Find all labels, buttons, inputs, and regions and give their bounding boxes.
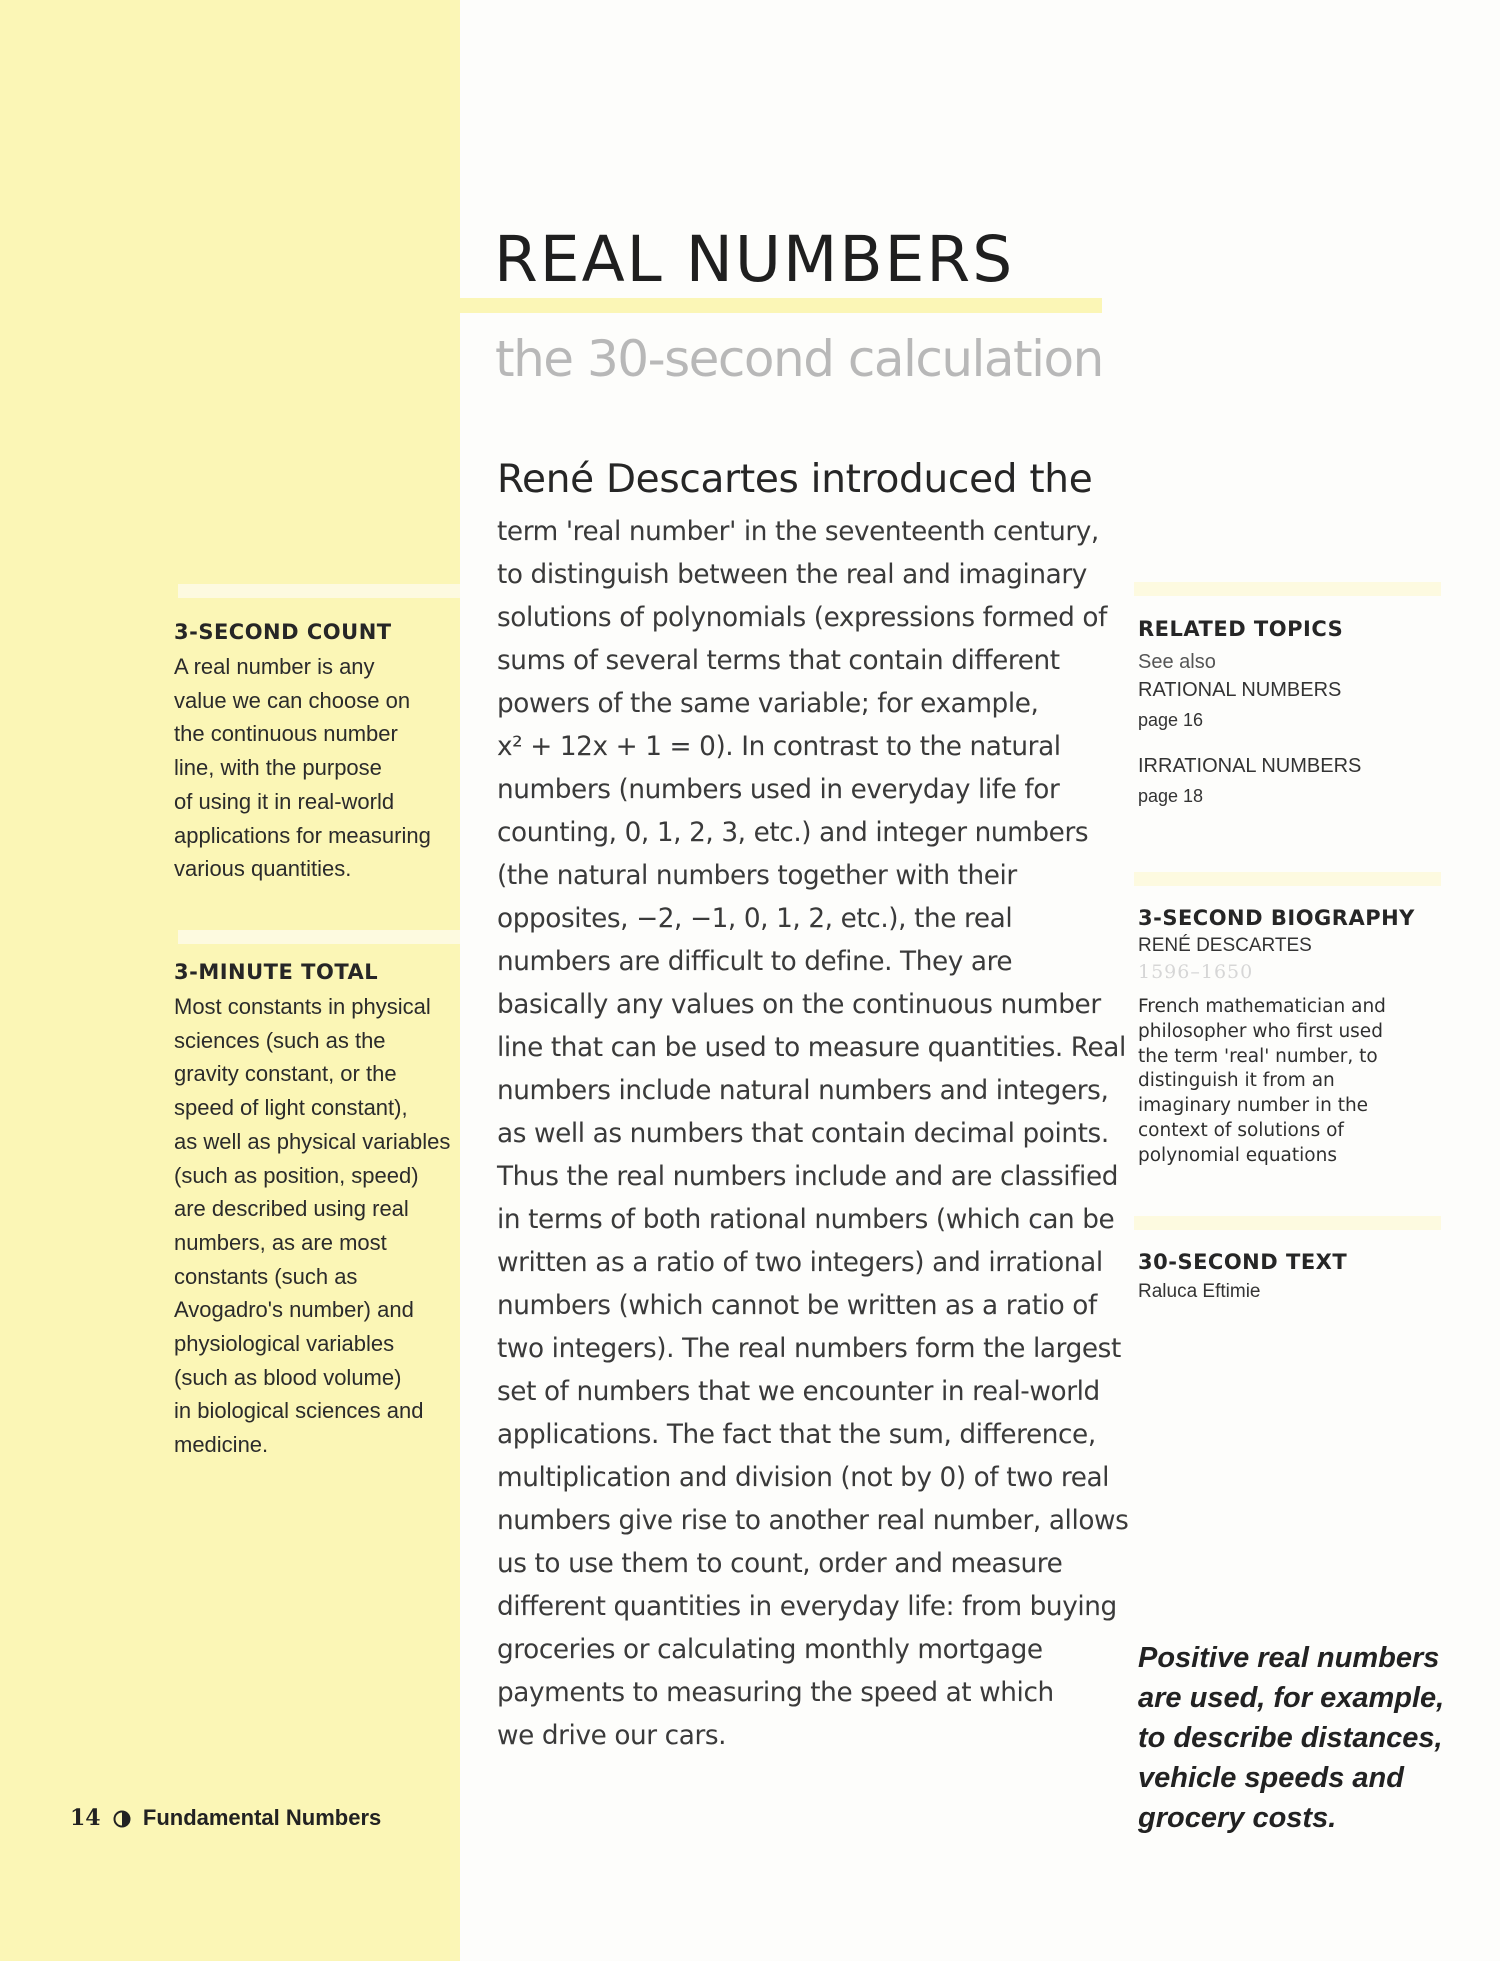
body-line: Thus the real numbers include and are classified bbox=[497, 1162, 1119, 1192]
body-line: as well as numbers that contain decimal points. bbox=[497, 1119, 1109, 1149]
total-line: numbers, as are most bbox=[174, 1229, 387, 1255]
page-title: REAL NUMBERS bbox=[494, 223, 1015, 296]
body-line: opposites, −2, −1, 0, 1, 2, etc.), the real bbox=[497, 904, 1013, 934]
body-line: numbers give rise to another real number, allows bbox=[497, 1506, 1129, 1536]
caption-line: to describe distances, bbox=[1138, 1722, 1443, 1754]
section-name: Fundamental Numbers bbox=[142, 1805, 382, 1830]
total-line: speed of light constant), bbox=[174, 1095, 408, 1121]
bio-line: polynomial equations bbox=[1138, 1144, 1337, 1166]
three-minute-total-label: 3-MINUTE TOTAL bbox=[174, 960, 379, 984]
biography-label: 3-SECOND BIOGRAPHY bbox=[1138, 906, 1415, 930]
page-footer bbox=[70, 1805, 381, 1834]
count-line: of using it in real-world bbox=[174, 788, 395, 814]
bio-line: the term 'real' number, to bbox=[1138, 1045, 1378, 1067]
bio-line: context of solutions of bbox=[1138, 1119, 1344, 1141]
total-divider bbox=[178, 930, 460, 944]
body-line: numbers (which cannot be written as a ratio of bbox=[497, 1291, 1097, 1321]
total-line: constants (such as bbox=[174, 1263, 358, 1289]
total-line: physiological variables bbox=[174, 1331, 395, 1357]
total-line: in biological sciences and bbox=[174, 1398, 424, 1424]
body-line: counting, 0, 1, 2, 3, etc.) and integer numbers bbox=[497, 818, 1089, 848]
bio-line: philosopher who first used bbox=[1138, 1020, 1383, 1042]
body-line: numbers are difficult to define. They are bbox=[497, 947, 1013, 977]
page-subtitle: the 30-second calculation bbox=[495, 330, 1103, 388]
total-line: as well as physical variables bbox=[174, 1128, 451, 1154]
page-number: 14 bbox=[70, 1805, 101, 1831]
body-line: us to use them to count, order and measure bbox=[497, 1549, 1063, 1579]
biography-description bbox=[1138, 995, 1398, 1169]
body-line: numbers include natural numbers and integers, bbox=[497, 1076, 1109, 1106]
related-topics-label: RELATED TOPICS bbox=[1138, 617, 1344, 641]
body-line: set of numbers that we encounter in real-world bbox=[497, 1377, 1100, 1407]
count-line: the continuous number bbox=[174, 721, 398, 747]
thirty-second-text-label: 30-SECOND TEXT bbox=[1138, 1250, 1348, 1274]
bio-line: imaginary number in the bbox=[1138, 1095, 1369, 1117]
three-second-count-label: 3-SECOND COUNT bbox=[174, 620, 392, 644]
total-line: are described using real bbox=[174, 1196, 409, 1222]
body-line: term 'real number' in the seventeenth century, bbox=[497, 517, 1099, 547]
half-circle-icon bbox=[113, 1808, 131, 1834]
biography-divider bbox=[1134, 872, 1441, 886]
bio-line: distinguish it from an bbox=[1138, 1070, 1335, 1092]
three-minute-total-text bbox=[174, 990, 450, 1462]
author-name: Raluca Eftimie bbox=[1138, 1281, 1261, 1302]
body-line: to distinguish between the real and imaginary bbox=[497, 560, 1087, 590]
body-line: two integers). The real numbers form the largest bbox=[497, 1334, 1121, 1364]
body-line: line that can be used to measure quantities. Real bbox=[497, 1033, 1126, 1063]
total-line: gravity constant, or the bbox=[174, 1061, 397, 1087]
bio-line: French mathematician and bbox=[1138, 996, 1386, 1017]
body-line: solutions of polynomials (expressions formed of bbox=[497, 603, 1107, 633]
biography-dates: 1596–1650 bbox=[1138, 961, 1254, 983]
related-topic-irrational: IRRATIONAL NUMBERS bbox=[1138, 755, 1362, 777]
count-line: A real number is any bbox=[174, 654, 375, 679]
total-line: Most constants in physical bbox=[174, 994, 431, 1019]
total-line: Avogadro's number) and bbox=[174, 1297, 414, 1323]
body-line: in terms of both rational numbers (which can be bbox=[497, 1205, 1115, 1235]
related-topic-irrational-page: page 18 bbox=[1138, 786, 1204, 806]
count-line: line, with the purpose bbox=[174, 755, 382, 781]
related-divider bbox=[1134, 582, 1441, 596]
caption-line: are used, for example, bbox=[1138, 1682, 1445, 1714]
lead-sentence: René Descartes introduced the bbox=[497, 457, 1093, 502]
body-line: different quantities in everyday life: from buying bbox=[497, 1592, 1117, 1622]
body-line: we drive our cars. bbox=[497, 1721, 727, 1751]
total-line: (such as blood volume) bbox=[174, 1364, 402, 1390]
related-topics-list bbox=[1138, 648, 1361, 810]
body-line: multiplication and division (not by 0) of two real bbox=[497, 1463, 1110, 1493]
related-topic-rational-page: page 16 bbox=[1138, 710, 1204, 730]
body-line: sums of several terms that contain different bbox=[497, 646, 1060, 676]
related-topic-rational: RATIONAL NUMBERS bbox=[1138, 679, 1342, 701]
main-body-text bbox=[497, 511, 1129, 1758]
body-line: x² + 12x + 1 = 0). In contrast to the natural bbox=[497, 732, 1061, 762]
biography-name: RENÉ DESCARTES bbox=[1138, 935, 1312, 956]
body-line: basically any values on the continuous number bbox=[497, 990, 1101, 1020]
title-underline bbox=[460, 298, 1102, 313]
count-line: various quantities. bbox=[174, 856, 352, 882]
total-line: medicine. bbox=[174, 1432, 269, 1458]
image-caption bbox=[1138, 1638, 1444, 1838]
see-also-text: See also bbox=[1138, 651, 1216, 673]
caption-line: Positive real numbers bbox=[1138, 1642, 1440, 1674]
caption-line: grocery costs. bbox=[1138, 1802, 1337, 1834]
body-line: (the natural numbers together with their bbox=[497, 861, 1017, 891]
total-line: sciences (such as the bbox=[174, 1027, 386, 1053]
total-line: (such as position, speed) bbox=[174, 1162, 419, 1188]
count-line: value we can choose on bbox=[174, 687, 411, 713]
body-line: payments to measuring the speed at which bbox=[497, 1678, 1054, 1708]
body-line: numbers (numbers used in everyday life for bbox=[497, 775, 1060, 805]
body-line: powers of the same variable; for example, bbox=[497, 689, 1039, 719]
text-divider bbox=[1134, 1216, 1441, 1230]
body-line: groceries or calculating monthly mortgage bbox=[497, 1635, 1043, 1665]
body-line: written as a ratio of two integers) and irrational bbox=[497, 1248, 1103, 1278]
count-divider bbox=[178, 584, 460, 598]
body-line: applications. The fact that the sum, difference, bbox=[497, 1420, 1096, 1450]
caption-line: vehicle speeds and bbox=[1138, 1762, 1404, 1794]
count-line: applications for measuring bbox=[174, 822, 431, 848]
three-second-count-text bbox=[174, 650, 431, 886]
